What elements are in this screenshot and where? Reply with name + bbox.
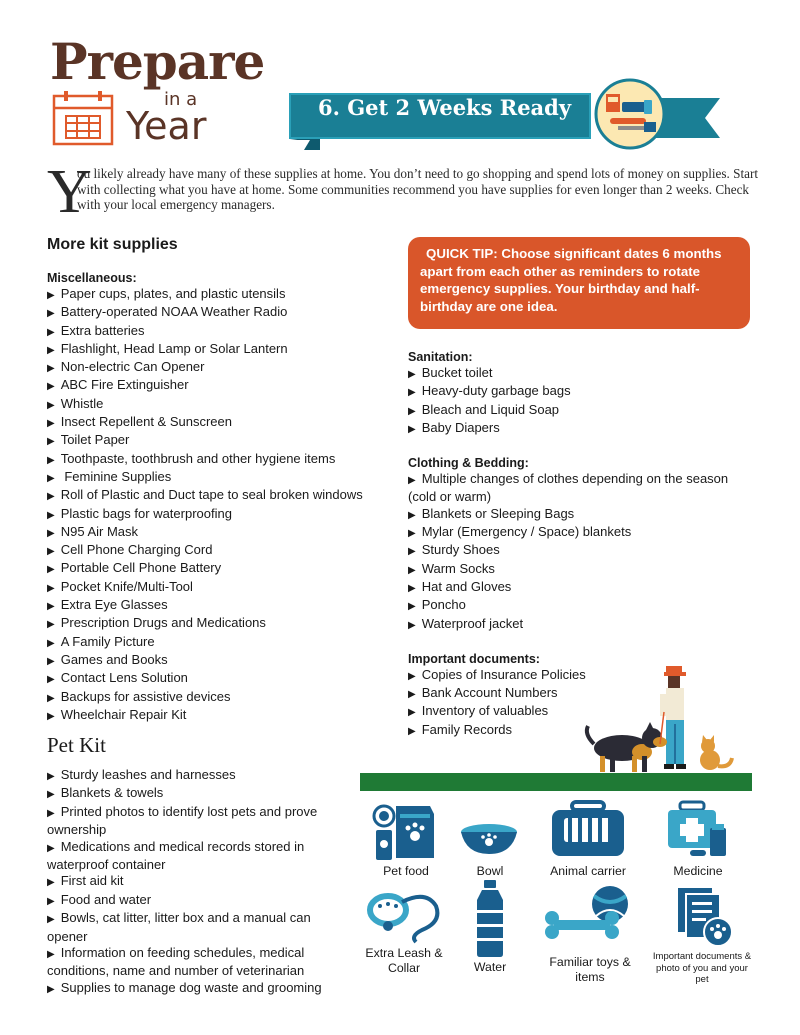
list-item: ▶ Cell Phone Charging Cord [47,542,213,558]
list-item: ▶ First aid kit [47,873,124,889]
pet-kit-list [47,767,347,998]
list-item: ▶ Blankets & towels [47,785,164,801]
logo-in-a: in a [164,89,198,110]
list-item: ▶ Games and Books [47,651,168,667]
list-item: ▶ Food and water [47,891,152,907]
list-item: ▶ Family Records [408,721,512,737]
list-item: ▶ Bucket toilet [408,365,493,380]
quick-tip-text: QUICK TIP: Choose significant dates 6 months apart from each other as reminders to rotate emergency supplies. Your birthday and half-birthday are one idea. [420,246,722,314]
list-item: ▶ Inventory of valuables [408,703,549,719]
sanitation-title: Sanitation: [408,350,473,364]
list-item: ▶ Sturdy leashes and harnesses [47,767,236,782]
list-item: ▶ Non-electric Can Opener [47,359,205,375]
toys-icon [540,882,636,944]
leash-collar-label: Extra Leash & Collar [365,946,443,975]
animal-carrier-label: Animal carrier [550,864,626,878]
misc-title: Miscellaneous: [47,271,137,285]
list-item: ▶ Bowls, cat litter, litter box and a manual can opener [47,910,311,944]
list-item: ▶ N95 Air Mask [47,523,139,539]
water-label: Water [473,960,507,974]
list-item: ▶ Toilet Paper [47,432,130,448]
list-item: ▶ ABC Fire Extinguisher [47,377,189,393]
list-item: ▶ Printed photos to identify lost pets and prove ownership [47,803,318,838]
leash-collar-icon [366,886,442,944]
intro-paragraph [47,166,760,213]
logo-year: Year [126,104,207,148]
clothing-title: Clothing & Bedding: [408,456,529,471]
misc-list [47,286,397,725]
pet-kit-title: Pet Kit [47,733,106,757]
pet-food-icon [370,800,440,862]
intro-dropcap: Y [47,158,92,226]
banner-title: 6. Get 2 Weeks Ready [318,95,572,120]
list-item: ▶ Extra Eye Glasses [47,597,168,613]
list-item: ▶ Contact Lens Solution [47,670,188,686]
list-item: ▶ Battery-operated NOAA Weather Radio [47,304,288,320]
list-item: ▶ Paper cups, plates, and plastic utensils [47,286,286,301]
animal-carrier-icon [550,800,626,858]
list-item: ▶ Heavy-duty garbage bags [408,383,571,399]
documents-title: Important documents: [408,651,540,666]
list-item: ▶ Bleach and Liquid Soap [408,401,560,417]
list-item: ▶ Copies of Insurance Policies [408,666,586,682]
logo-prepare: Prepare [50,32,265,91]
ground-strip [360,773,752,791]
toys-label: Familiar toys & items [549,955,631,984]
supplies-icon [600,88,660,144]
list-item: ▶ Hat and Gloves [408,578,512,594]
list-item: ▶ Flashlight, Head Lamp or Solar Lantern [47,340,288,356]
list-item: ▶ Roll of Plastic and Duct tape to seal broken windows [47,487,363,503]
clothing-list [408,471,758,634]
list-item: ▶ Warm Socks [408,560,495,576]
list-item: ▶ Supplies to manage dog waste and grooming [47,979,322,995]
list-item: ▶ Plastic bags for waterproofing [47,505,232,521]
documents-photo-icon [674,886,734,948]
list-item: ▶ Extra batteries [47,322,145,338]
pet-food-label: Pet food [383,864,429,878]
medicine-icon [666,800,728,860]
list-item: ▶ Feminine Supplies [47,468,172,484]
intro-text: ou likely already have many of these supplies at home. You don’t need to go shopping and spend lots of money on supplies. Start with collecting what you have at home. Some communities recommend you have supplies for even longer than 2 weeks. Check with your local emergency managers. [77,166,759,213]
list-item: ▶ Prescription Drugs and Medications [47,615,266,631]
list-item: ▶ Insect Repellent & Sunscreen [47,414,232,430]
list-item: ▶ Bank Account Numbers [408,685,558,701]
list-item: ▶ Poncho [408,597,466,613]
list-item: ▶ Toothpaste, toothbrush and other hygiene items [47,450,336,466]
bowl-icon [458,822,520,856]
calendar-icon [52,90,114,146]
list-item: ▶ Multiple changes of clothes depending on the season (cold or warm) [408,471,729,505]
list-item: ▶ Blankets or Sleeping Bags [408,505,575,521]
kit-section [47,236,397,725]
medicine-label: Medicine [673,864,723,878]
list-item: ▶ Medications and medical records stored in waterproof container [47,838,305,873]
list-item: ▶ Whistle [47,395,104,411]
water-bottle-icon [473,880,507,958]
sanitation-list [408,365,758,438]
bowl-label: Bowl [476,864,504,878]
documents-photo-label: Important documents & photo of you and your pet [652,951,752,985]
person-dog-cat-illustration [580,660,740,776]
list-item: ▶ Backups for assistive devices [47,688,231,704]
list-item: ▶ Sturdy Shoes [408,542,500,558]
list-item: ▶ A Family Picture [47,633,155,649]
list-item: ▶ Wheelchair Repair Kit [47,706,187,722]
list-item: ▶ Waterproof jacket [408,615,524,631]
list-item: ▶ Pocket Knife/Multi-Tool [47,578,193,594]
list-item: ▶ Information on feeding schedules, medical conditions, name and number of veterinarian [47,945,305,979]
list-item: ▶ Mylar (Emergency / Space) blankets [408,524,632,540]
kit-title: More kit supplies [47,236,178,253]
list-item: ▶ Portable Cell Phone Battery [47,560,222,576]
list-item: ▶ Baby Diapers [408,419,500,435]
